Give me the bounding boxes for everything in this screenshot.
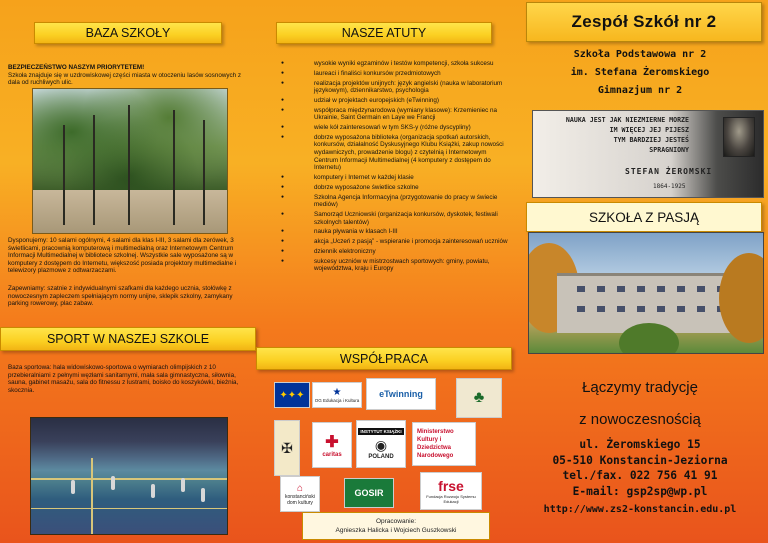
rooms-text: Dysponujemy: 10 salami ogólnymi, 4 salami dla klas I-III, 3 salami dla zerówek, 3 świetlicami, pracownią komputerową i multimedialną oraz Internetowym Centrum Informacji Multimedialnej w bibliotece szkolnej. Wszystkie sale wyposażone są w komputery z dostępem do Internetu, większość posiada projektory multimedialne i telewizory plazmowe z odtwarzaczami. [8, 237, 237, 275]
patron-line: im. Stefana Żeromskiego [570, 67, 710, 78]
safety-heading: BEZPIECZEŃSTWO NASZYM PRIORYTETEM! [8, 64, 145, 71]
safety-section [8, 64, 248, 87]
book-icon: ◉ [374, 437, 388, 453]
baza-title: BAZA SZKOŁY [34, 22, 222, 44]
photo-tree-alley [32, 88, 228, 234]
atuty-list [279, 60, 509, 275]
contact-address [512, 437, 768, 499]
photo-school-building [528, 232, 764, 354]
middle-panel [256, 0, 512, 543]
list-item: ● wysokie wyniki egzaminów i testów kompetencji, szkoła sukcesu [279, 60, 509, 68]
quote-author: STEFAN ŻEROMSKI [625, 167, 713, 176]
address-email[interactable]: E-mail: gsp2sp@wp.pl [572, 484, 708, 498]
list-item: ● akcja „Uczeń z pasją” - wspieranie i promocja zainteresowań uczniów [279, 238, 509, 246]
og-logo [312, 382, 362, 408]
instytut-ksiazki-logo [356, 420, 406, 468]
motto [512, 372, 768, 436]
quote-line: NAUKA JEST JAK NIEZMIERNE MORZE [565, 116, 689, 124]
photo-sports-hall [30, 417, 228, 535]
quote-years: 1864-1925 [653, 183, 686, 190]
list-item: ● dziennik elektroniczny [279, 248, 509, 256]
gosir-logo: GOSIR [344, 478, 394, 508]
quote-line: SPRAGNIONY [649, 146, 689, 154]
school-subtitles [512, 46, 768, 100]
frse-logo-subtitle: Fundacja Rozwoju Systemu Edukacji [426, 494, 476, 504]
list-item: ● dobrze wyposażona biblioteka (organizacja spotkań autorskich, konkursów, działalność Dyskusyjnego Klubu Książki, zakup nowości wydawniczych, prowadzenie blogu) z czytelnią i Internetowym Centrum Informacji Multimedialnej (4 komputery z dostępem do Internetu) [279, 134, 509, 172]
left-panel [0, 0, 255, 543]
konstancin-coat-of-arms [456, 378, 502, 418]
sport-text: Baza sportowa: hala widowiskowo-sportowa o wymiarach olimpijskich z 10 przebieralniami z pełnymi węzłami sanitarnymi, mała sala gimnastyczna, siłownia, sauna, gabinet masażu, sala do fitnessu z lustrami, boisko do koszykówki, bieżnia, skocznia. [8, 364, 239, 394]
gimnazjum-line: Gimnazjum nr 2 [597, 85, 683, 96]
frse-logo [420, 472, 482, 510]
zeromski-portrait [723, 117, 755, 157]
sport-title: SPORT W NASZEJ SZKOLE [0, 327, 256, 351]
dom-kultury-logo [280, 476, 320, 512]
zeromski-emblem [274, 420, 300, 476]
og-stars-icon: ★ [332, 387, 342, 398]
eu-flag-logo [274, 382, 310, 408]
list-item: ● Samorząd Uczniowski (organizacja konkursów, dyskotek, festiwali szkolnych talentów) [279, 211, 509, 226]
credits-box [302, 512, 490, 540]
list-item: ● wiele kół zainteresowań w tym SKS-y (różne dyscypliny) [279, 124, 509, 132]
partner-logos [272, 376, 504, 512]
og-logo-text: OG Edukacja i Kultura [314, 398, 360, 403]
address-city: 05-510 Konstancin-Jeziorna [552, 453, 728, 467]
quote-text [539, 115, 689, 155]
safety-text: Szkoła znajduje się w uzdrowiskowej części miasta w otoczeniu lasów sosnowych z dala od ruchliwych ulic. [8, 71, 242, 87]
motto-line: z nowoczesnością [579, 411, 701, 428]
etwinning-logo: eTwinning [366, 378, 436, 410]
security-text: Zapewniamy: szatnie z indywidualnymi szafkami dla każdego ucznia, stołówkę z nowoczesnym zapleczem spełniającym normy unijne, sklepik szkolny, zamykany parking rowerowy, plac zabaw. [8, 285, 233, 308]
dom-kultury-text: konstanciński dom kultury [284, 493, 315, 506]
pasja-title: SZKOŁA Z PASJĄ [526, 202, 762, 232]
zeromski-quote-plaque [532, 110, 764, 198]
school-name-title: Zespół Szkół nr 2 [526, 2, 762, 42]
quote-line: IM WIĘCEJ JEJ PIJESZ [609, 126, 689, 134]
list-item: ● sukcesy uczniów w mistrzostwach sportowych: gminy, powiatu, województwa, kraju i Europy [279, 258, 509, 273]
motto-line: Łączymy tradycję [582, 379, 698, 396]
list-item: ● Szkolna Agencja Informacyjna (przygotowanie do pracy w świecie mediów) [279, 194, 509, 209]
list-item: ● realizacja projektów unijnych: język angielski (nauka w laboratorium językowym), dziennikarstwo, psychologia [279, 80, 509, 95]
atuty-title: NASZE ATUTY [276, 22, 492, 44]
frse-logo-text: frse [438, 478, 464, 494]
list-item: ● laureaci i finaliści konkursów przedmiotowych [279, 70, 509, 78]
eu-stars-icon: ✦✦✦ [279, 389, 305, 401]
website-link[interactable]: http://www.zs2-konstancin.edu.pl [543, 504, 737, 515]
caritas-cross-icon: ✚ [325, 434, 339, 451]
list-item: ● nauka pływania w klasach I-III [279, 228, 509, 236]
list-item: ● komputery i Internet w każdej klasie [279, 174, 509, 182]
crest-icon: ✠ [281, 439, 293, 456]
address-phone: tel./fax. 022 756 41 91 [562, 469, 718, 482]
ministerstwo-kultury-logo: Ministerstwo Kultury i Dziedzictwa Narodowego [412, 422, 476, 466]
list-item: ● udział w projektach europejskich (eTwinning) [279, 97, 509, 105]
caritas-logo [312, 422, 352, 468]
address-street: ul. Żeromskiego 15 [579, 438, 701, 451]
list-item: ● dobrze wyposażone świetlice szkolne [279, 184, 509, 192]
poland-logo-text: POLAND [368, 454, 394, 460]
right-panel [512, 0, 768, 543]
list-item: ● współpraca międzynarodowa (wymiany klasowe): Krzemieniec na Ukrainie, Saint Germain en Laye we Francji [279, 107, 509, 122]
caritas-logo-text: caritas [322, 452, 342, 458]
quote-line: TYM BARDZIEJ JESTEŚ [613, 136, 689, 144]
instytut-logo-text: INSTYTUT KSIĄŻKI [360, 429, 402, 434]
sp-line: Szkoła Podstawowa nr 2 [573, 49, 707, 60]
wspolpraca-title: WSPÓŁPRACA [256, 347, 512, 370]
house-icon: ⌂ [296, 482, 304, 494]
credits-label: Opracowanie: [375, 518, 417, 525]
tree-icon: ♣ [473, 389, 485, 406]
credits-names: Agnieszka Halicka i Wojciech Guszkowski [335, 527, 457, 534]
